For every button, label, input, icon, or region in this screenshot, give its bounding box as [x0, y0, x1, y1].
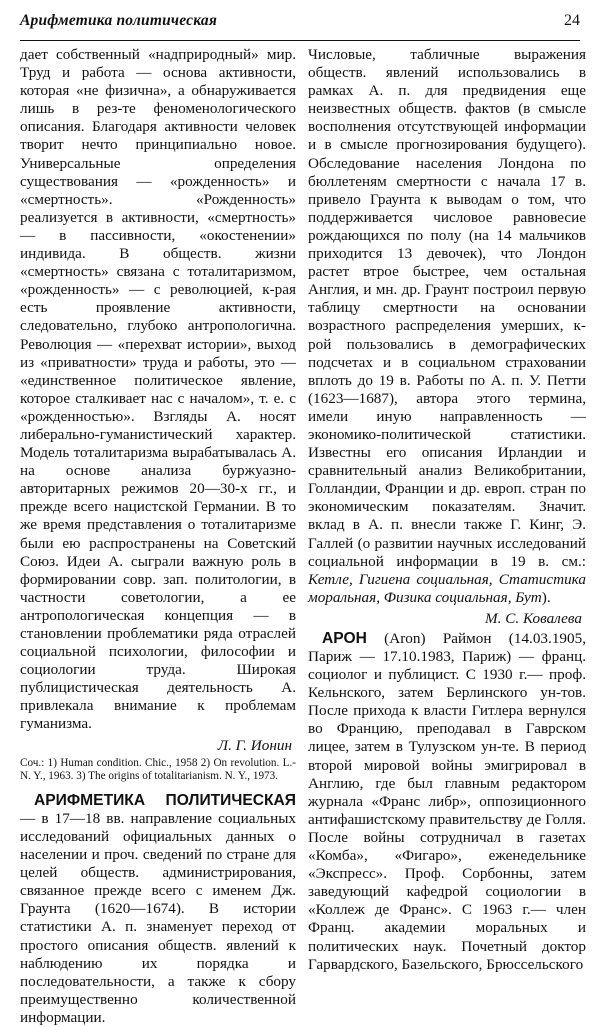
entry-aron	[308, 630, 586, 974]
references: Соч.: 1) Human condition. Chic., 1958 2) On revolution. L.-N. Y., 1963. 3) The origins of totalitarianism. N. Y., 1973.	[20, 756, 296, 783]
header-rule	[20, 40, 580, 41]
page-header	[20, 6, 580, 36]
entry-heading: АРИФМЕТИКА ПОЛИТИЧЕСКАЯ	[34, 791, 296, 809]
author-signature: М. С. Ковалева	[485, 609, 582, 627]
author-signature: Л. Г. Ионин	[217, 736, 292, 754]
paragraph-continuation: дает собственный «надприродный» мир. Труд и работа — основа активности, которая «не физична», а обнаруживается лишь в рез-те феноменологического описания. Благодаря активности человек творит нечто принципиально новое. Универсальные определения существования — «рожденность» и «смертность». «Рожденность» реализуется в активности, «смертность» — в пассивности, «окостенении» индивида. В обществ. жизни «смертность» связана с тоталитаризмом, «рожденность» — с революцией, к-рая есть проявление активности, следовательно, глубоко антропологична. Революция — «перехват истории», выход из «приватности» труда и работы, это — «единственное политическое явление, которое сталкивает нас с началом», т. е. с «рожденностью». Взгляды А. носят либерально-гуманистический характер. Модель тоталитаризма вырабатывалась А. на основе анализа буржуазно-авторитарных режимов 20—30-х гг., и прежде всего нацистской Германии. В то же время представления о тоталитаризме были ею распространены на Советский Союз. Идеи А. сыграли важную роль в формировании совр. зап. политологии, в частности советологии, а ее антропологическая концепция — в становлении проблематики ряда отраслей социальной психологии, философии и социологии труда. Широкая публицистическая деятельность А. привлекала внимание к проблемам гуманизма.	[20, 46, 296, 733]
paragraph-end: ).	[541, 588, 551, 606]
entry-body: — в 17—18 вв. направление социальных исследований официальных данных о населении и проч. сведений по стране для целей обществ. администрирования, связанное прежде всего с именем Дж. Граунта (1620—1674). В истории статистики А. п. знаменует переход от простого описания обществ. явлений к наблюдению их порядка и последовательности, а также к сбору преимущественно количественной информации.	[20, 809, 296, 1026]
entry-body: (Aron) Раймон (14.03.1905, Париж — 17.10.1983, Париж) — франц. социолог и публицист. С 1930 г.— проф. Кельнского, затем Берлинского ун-тов. После прихода к власти Гитлера вернулся во Францию, преподавал в Гаврском лицее, затем в Тулузском ун-те. В период второй мировой войны эмигрировал в Англию, где был главным редактором журнала «Франс либр», оппозиционного антифашистскому правительству де Голля. После войны сотрудничал в газетах «Комба», «Фигаро», еженедельнике «Экспресс». Проф. Сорбонны, затем заведующий кафедрой социологии в «Коллеж де Франс». С 1963 г.— член Франц. академии моральных и политических наук. Почетный доктор Гарвардского, Базельского, Брюссельского	[308, 629, 586, 973]
entry-heading: АРОН	[322, 629, 367, 647]
entry-arithmetic-political	[20, 792, 296, 1027]
running-title: Арифметика политическая	[20, 12, 218, 29]
left-column	[20, 46, 296, 1027]
page-number: 24	[564, 12, 580, 29]
right-column	[308, 46, 586, 974]
paragraph-body: Числовые, табличные выражения обществ. явлений использовались в рамках А. п. для предвидения еще неизвестных обществ. фактов (в смысле восполнения отсутствующей информации и в смысле прогнозирования будущего). Обследование населения Лондона по бюллетеням смертности с начала 17 в. привело Граунта к выводам о том, что поддерживается числовое равновесие рождающихся по полу (на 14 мальчиков приходится 13 девочек), что Лондон растет втрое быстрее, чем остальная Англия, и мн. др. Граунт построил первую таблицу смертности на основании возрастного распределения умерших, к-рой пользовались в демографических подсчетах и в социальном страховании вплоть до 19 в. Работы по А. п. У. Петти (1623—1687), автора этого термина, имели иную направленность — экономико-политической статистики. Известны его описания Ирландии и сравнительный анализ Великобритании, Голландии, Франции и др. европ. стран по экономическим показателям. Значит. вклад в А. п. внесли также Г. Кинг, Э. Галлей (о развитии научных исследований социальной информации в 19 в. см.:	[308, 46, 586, 570]
paragraph-continuation	[308, 46, 586, 607]
see-also-references: Кетле, Гигиена социальная, Статистика моральная, Физика социальная, Бут	[308, 570, 586, 606]
